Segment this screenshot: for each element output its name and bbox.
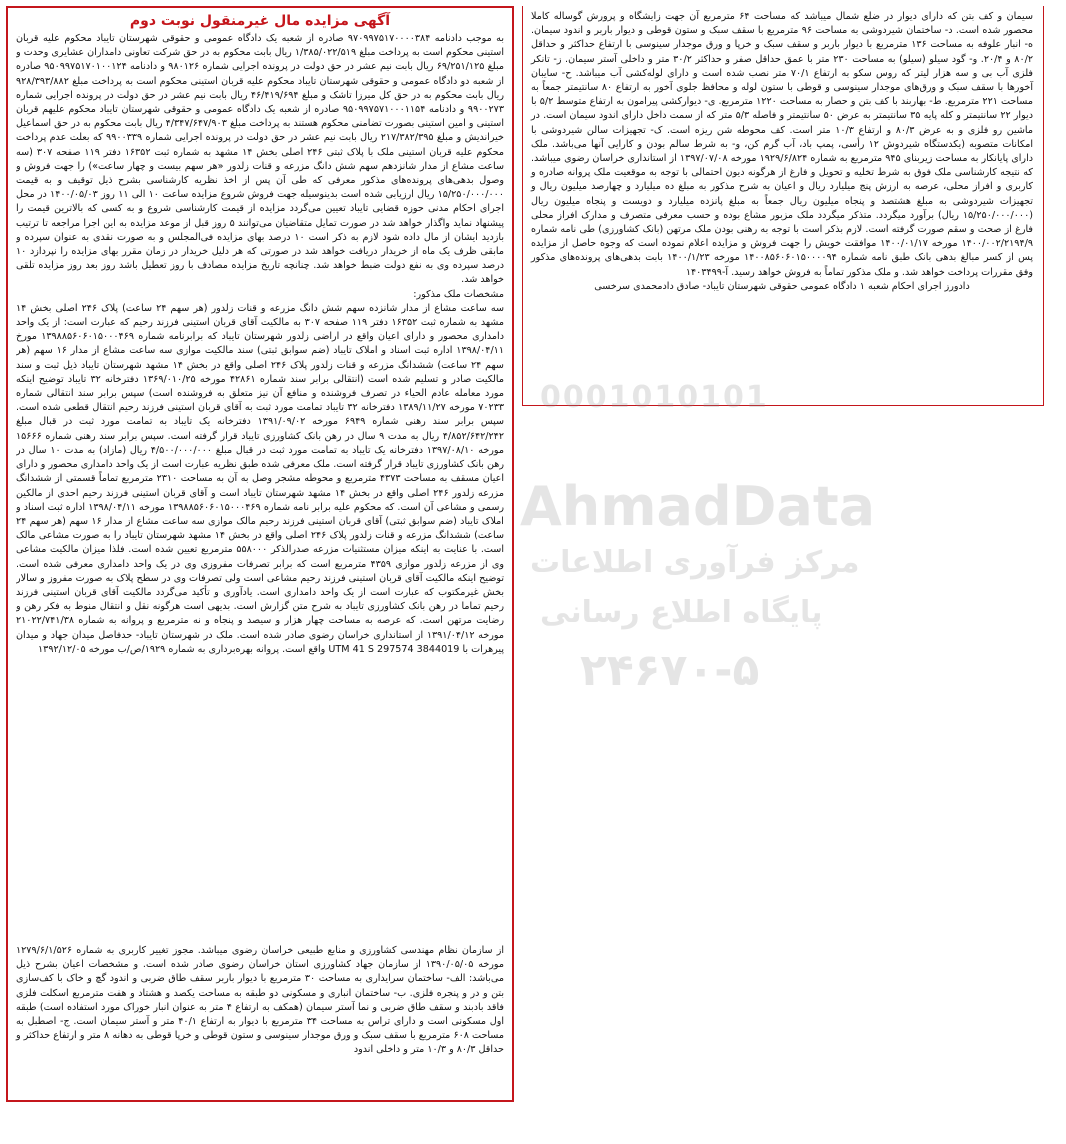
ad-paragraph-specs: سه ساعت مشاع از مدار شانزده سهم شش دانگ مزرعه و قنات زلدور (هر سهم ۲۴ ساعت) پلاک ۲۴۶ اصلی بخش ۱۴ مشهد به شماره ثبت ۱۶۳۵۲ دفتر ۱۱۹ صفحه ۳۰۷ به مالکیت آقای قربان استینی فرزند رحیم که عبارت است: از یک واحد دامداری محصور و دارای اعیان واقع در اراضی زلدور شهرستان تایباد که برابرنامه شماره ۱۳۹۸۸۵۶۰۶۰۱۵۰۰۰۴۶۹ مورخ ۱۳۹۸/۰۴/۱۱ اداره ثبت اسناد و املاک تایباد (ضم سوابق ثبتی) سند مالکیت موازی سه ساعت مشاع از مدار ۱۶ سهم (هر سهم ۲۴ ساعت) ششدانگ مزرعه و قنات زلدور پلاک ۲۴۶ اصلی واقع در بخش ۱۴ مشهد شهرستان تایباد ذیل ثبت و سند مالکیت صادر و تسلیم شده است (انتقالی برابر سند شماره ۴۲۸۶۱ مورخه ۱۳۶۹/۰۱۰/۲۵ دفترخانه ۳۲ تایباد توضیح اینکه مورد معامله عادم الحیاء در تصرف فروشنده و منافع آن نیز متعلق به فروشنده است) سپس برابر سند انتقالی شماره ۷۰۲۳۳ مورخه ۱۳۸۹/۱۱/۲۷ دفترخانه ۳۲ تایباد تمامت مورد ثبت به آقای قربان استینی فرزند رحیم انتقال قطعی شده است. سپس برابر سند رهنی شماره ۶۹۴۹ مورخه ۱۳۹۱/۰۹/۰۲ دفترخانه یک تایباد به تمامت مورد ثبت در قبال مبلغ ۴/۸۵۲/۶۴۲/۲۴۲ ریال به مدت ۹ سال در رهن بانک کشاورزی تایباد قرار گرفته است. سپس برابر سند رهنی شماره ۱۵۶۶۶ مورخه ۱۳۹۷/۰۸/۱۰ دفترخانه یک تایباد به تمامت مورد ثبت در قبال مبلغ ۴/۵۰۰/۰۰۰/۰۰۰ ریال (مازاد) به مدت ۱۰ سال در رهن بانک کشاورزی تایباد قرار گرفته است. ملک معرفی شده طبق نظریه عبارت است از یک واحد دامداری محصور و دارای اعیان مسقف به مساحت ۴۳۷۳ مترمربع و محوطه مشجر وصل به آن به مساحت ۲۳۱۰ مترمربع تماماً قسمتی از ششدانگ مزرعه زلدور ۲۴۶ اصلی واقع در بخش ۱۴ مشهد شهرستان تایباد است و آقای قربان استینی فرزند رحیم احدی از مالکین رسمی و مشاعی آن است. که محکوم علیه برابر نامه شماره ۱۳۹۸۸۵۶۰۶۰۱۵۰۰۰۴۶۹ مورخه ۱۳۹۸/۰۴/۱۱ اداره ثبت اسناد و املاک تایباد (ضم سوابق ثبتی) آقای قربان استینی فرزند رحیم مالک موازی سه ساعت مشاع از مدار ۱۶ سهم (هر سهم ۲۴ ساعت) ششدانگ مزرعه و قنات زلدور پلاک ۲۴۶ اصلی واقع در بخش ۱۴ مشهد شهرستان تایباد را به صورت مشاعی مالک است. با عنایت به اینکه میزان مستثنیات مزرعه صدرالذکر ۵۵۸۰۰۰ مترمربع تعیین شده است. فلذا میزان مالکیت مشاعی وی از مزرعه زلدور موازی ۴۳۵۹ مترمربع است که برابر تصرفات مفروزی وی در یک واحد دامداری معرفی شده است. توضیح اینکه مالکیت آقای قربان استینی فرزند رحیم مشاعی است ولی تصرفات وی در سطح پلاک به صورت مفروز و سالار بخش غیرمکتوب که عبارت است از یک واحد دامداری است. یادآوری و تأکید می‌گردد مالکیت آقای قربان استینی فرزند رحیم تماما در رهن بانک کشاورزی تایباد به شرح متن گزارش است. بدیهی است هرگونه نقل و انتقال منوط به فکر رهن و رضایت مرتهن است. که عرصه به مساحت چهار هزار و سیصد و پنجاه و نه مترمربع و پروانه به شماره ۲۱۰۲۲/۷۴۱/۳۸ مورخه ۱۳۹۱/۰۴/۱۲ از استانداری خراسان رضوی صادر شده است. ملک در شهرستان تایباد- حدفاصل میدان جهاد و میدان پیرهرات با UTM 41 S 297574 3844019 واقع است. پروانه بهره‌برداری به شماره ۱۹۲۹/ص/ب مورخه ۱۳۹۲/۱۲/۰۵ (16, 302, 504, 655)
watermark-number: 0001010101 (540, 380, 769, 415)
watermark-logo (520, 380, 940, 740)
ad-main-column (6, 6, 514, 1102)
watermark-phone: ۲۴۶۷۰-۵ (580, 645, 760, 696)
ad-main-body-continued (8, 944, 512, 1100)
ad-paragraph-intro: به موجب دادنامه ۹۷۰۹۹۷۵۱۷۰۰۰۰۳۸۴ صادره از شعبه یک دادگاه عمومی و حقوقی شهرستان تایباد محکوم علیه قربان استینی محکوم است به پرداخت مبلغ ۱/۳۸۵/۰۲۲/۵۱۹ ریال بابت محکوم به در حق شرکت تعاونی دامداران عشایری وحدت و مبلغ ۶۹/۲۵۱/۱۲۵ ریال بابت نیم عشر در حق دولت در پرونده اجرایی شماره ۹۸۰۱۲۶ و دادنامه ۹۵۰۹۹۷۵۱۷۰۱۰۰۱۲۴ صادره از شعبه دو دادگاه عمومی و حقوقی شهرستان تایباد محکوم علیه قربان استینی محکوم است به پرداخت مبلغ ۹۲۸/۳۹۳/۸۸۲ ریال بابت محکوم به در حق کل میرزا تاشک و مبلغ ۴۶/۴۱۹/۶۹۴ ریال بابت نیم عشر در حق دولت در پرونده اجرایی شماره ۹۹۰۰۲۷۳ و دادنامه ۹۵۰۹۹۷۵۷۱۰۰۰۱۱۵۴ صادره از شعبه یک دادگاه عمومی و حقوقی شهرستان تایباد محکوم علیهم قربان استینی و امین استینی بصورت تضامنی محکوم هستند به پرداخت مبلغ ۴/۳۴۷/۶۴۷/۹۰۳ ریال بابت محکوم به در حق اسماعیل خیراندیش و مبلغ ۲۱۷/۳۸۲/۳۹۵ ریال بابت نیم عشر در حق دولت در پرونده اجرایی شماره ۹۹۰۰۳۳۹ که بعلت عدم پرداخت محکوم علیه قربان استینی ملک با پلاک ثبتی ۲۴۶ اصلی بخش ۱۴ مشهد به شماره ثبت ۱۶۳۵۲ دفتر ۱۱۹ صفحه ۳۰۷ (سه ساعت مشاع از مدار شانزدهم سهم شش دانگ مزرعه و قنات زلدور «هر سهم بیست و چهار ساعت») را جهت فروش و وصول بدهی‌های پرونده‌های مذکور معرفی که طی آن پس از اخذ نظریه کارشناسی بشرح ذیل توقیف و به قیمت ۱۵/۲۵۰/۰۰۰/۰۰۰ ریال ارزیابی شده است بدینوسیله جهت فروش شروع مزایده ساعت ۱۰ الی ۱۱ روز ۱۴۰۰/۰۵/۰۳ در محل اجرای احکام مدنی حوزه قضایی تایباد تعیین می‌گردد مزایده از قیمت کارشناسی شروع و به کسی که بالاترین قیمت را پیشنهاد نماید واگذار خواهد شد در صورت تمایل متقاضیان می‌توانند ۵ روز قبل از موعد مزایده به این اجرا مراجعه تا ترتیب بازدید ایشان از مال داده شود لازم به ذکر است ۱۰ درصد بهای مزایده فی‌المجلس و به صورت نقدی به عنوان سپرده و مابقی ظرف یک ماه از خریدار دریافت خواهد شد در صورتی که هر دلیل خریدار در زمان مقرر بهای مزایده را نپردازد ۱۰ درصد سپرده وی به نفع دولت ضبط خواهد شد. چنانچه تاریخ مزایده مصادف با روز تعطیل باشد روز بعد روز مزایده تلقی خواهد شد. (16, 33, 504, 286)
ad-paragraph-buildings: از سازمان نظام مهندسی کشاورزی و منابع طبیعی خراسان رضوی میباشد. مجوز تغییر کاربری به شماره ۱۲۷۹/۶/۱/۵۲۶ مورخه ۱۳۹۰/۰۵/۰۵ از سازمان جهاد کشاورزی استان خراسان رضوی صادر شده است. و مشخصات اعیان بشرح ذیل می‌باشد: الف- ساختمان سرایداری به مساحت ۳۰ مترمربع با دیوار باربر سقف طاق ضربی و اندود گچ و خاک با کف‌سازی بتن و در و پنجره فلزی. ب- ساختمان انباری و مسکونی دو طبقه به مساحت یکصد و هشتاد و هفت مترمربع اسکلت فلزی فاقد بادبند و سقف طاق ضربی و نما آستر سیمان (همکف به ارتفاع ۴ متر به عنوان انبار خوراک مورد استفاده است) طبقه اول مسکونی است و دارای تراس به مساحت ۳۴ مترمربع با دیوار به ارتفاع ۴۰/۱ متر و آستر سیمان است. ج- اصطبل به مساحت ۶۰۸ مترمربع با سقف سبک و ورق موجدار سینوسی و ستون قوطی و خرپا قوطی به دهانه ۸ متر و ارتفاع حداکثر و حداقل ۸۰/۳ و ۱۰/۳ متر و داخلی اندود (16, 945, 504, 1056)
ad-signature: دادورز اجرای احکام شعبه ۱ دادگاه عمومی حقوقی شهرستان تایباد- صادق دادمحمدی سرخسی (594, 280, 970, 292)
ad-continuation-column (522, 6, 1044, 406)
ad-paragraph-continuation: سیمان و کف بتن که دارای دیوار در ضلع شمال میباشد که مساحت ۶۴ مترمربع آن جهت زایشگاه و پرورش گوساله کاملا محصور شده است. د- ساختمان شیردوشی به مساحت ۹۶ مترمربع با سقف سبک و ستون قوطی و دیوار باربر و اندود سیمان. ه- انبار علوفه به مساحت ۱۳۶ مترمربع با دیوار باربر و سقف سبک و خرپا و ورق موجدار سینوسی با ارتفاع حداکثر و حداقل ۸۰/۲ و ۲۰/۴. و- گود سیلو (سیلو) به مساحت ۲۳۰ متر با عمق حداقل صفر و حداکثر ۳۰/۲ متر و داخلی آستر سیمان. ز- تانکر فلزی آب بی و سه هزار لیتر که روس سکو به ارتفاع ۷۰/۱ متر نصب شده است و دارای لوله‌کشی آب میباشد. ح- سایبان آخورها با سقف سبک و ورق‌های موجدار سینوسی و قوطی با ستون لوله و محافظ جلوی آخور به ارتفاع ۸۰ سانتیمتر جمعاً به مساحت ۲۲۱ مترمربع. ط- بهاربند با کف بتن و حصار به مساحت ۱۲۲۰ مترمربع. ی- دیوارکشی پیرامون به ارتفاع متوسط ۵/۲ با دیوار ۲۲ سانتیمتر و کله پایه ۳۵ سانتیمتر به عرض ۵۰ سانتیمتر و فاصله ۵/۳ متر که از سمت داخل دارای اندود سیمان است. در ماشین رو فلزی و به عرض ۸۰/۳ و ارتفاع ۱۰/۳ متر است. کف محوطه شن ریزه است. ک- تجهیزات سالن شیردوشی با امکانات متصوبه (یکدستگاه شیردوش ۱۲ رأسی، پمپ باد، آب گرم کن، و- به شرط سالم بودن و کارایی آنها می‌باشد. ملک دارای پایانکار به مساحت زیربنای ۹۴۵ مترمربع به شماره ۱۹۲۹/۶/۸۲۴ مورخه ۱۳۹۷/۰۷/۰۸ از استانداری خراسان رضوی میباشد. که نتیجه کارشناسی ملک فوق به شرط تخلیه و تحویل و فارغ از هرگونه دیون احتمالی با توجه به موقعیت ملک پروانه صادره و کاربری و افراز محلی، عرصه به ارزش پنج میلیارد ریال و اعیان به شرح مذکور به مبلغ ده میلیارد و چهارصد میلیون ریال و تجهیزات شیردوشی به مبلغ هشتصد و پنجاه میلیون ریال جمعاً به مبلغ پانزده میلیارد و دویست و پنجاه میلیون ریال (۱۵/۲۵۰/۰۰۰/۰۰۰ ریال) برآورد میگردد. متذکر میگردد ملک مزبور مشاع بوده و حسب معرفی متصرف و مدارک افراز محلی فارغ از صحت و سقم صورت گرفته است. لازم بذکر است با توجه به رهنی بودن ملک مرتهن (بانک کشاورزی) طی نامه شماره ۱۴۰۰/۰۰۲/۲۱۹۴/۹ مورخه ۱۴۰۰/۰۱/۱۷ موافقت خویش را جهت فروش و مزایده اعلام نموده است که وجوه حاصل از مزایده پس از کسر مبالغ بدهی بانک طبق نامه شماره ۱۴۰۰۸۵۶۰۶۰۱۵۰۰۰۰۹۴ مورخه ۱۴۰۰/۱/۲۳ بابت بدهی‌های پرونده‌های مذکور وفق مقررات پرداخت خواهد شد. و ملک مذکور تماماً به فروش خواهد رسید. آ-۱۴۰۳۴۹۹ (531, 11, 1034, 278)
watermark-brand: AhmadData (520, 475, 876, 538)
ad-main-body (16, 12, 504, 940)
watermark-line2: پایگاه اطلاع رسانی (540, 595, 823, 630)
watermark-line1: مرکز فرآوری اطلاعات (530, 545, 860, 580)
ad-title: آگهی مزایده مال غیرمنقول نوبت دوم (129, 13, 391, 29)
ad-paragraph-specs-heading: مشخصات ملک مذکور: (413, 288, 504, 300)
